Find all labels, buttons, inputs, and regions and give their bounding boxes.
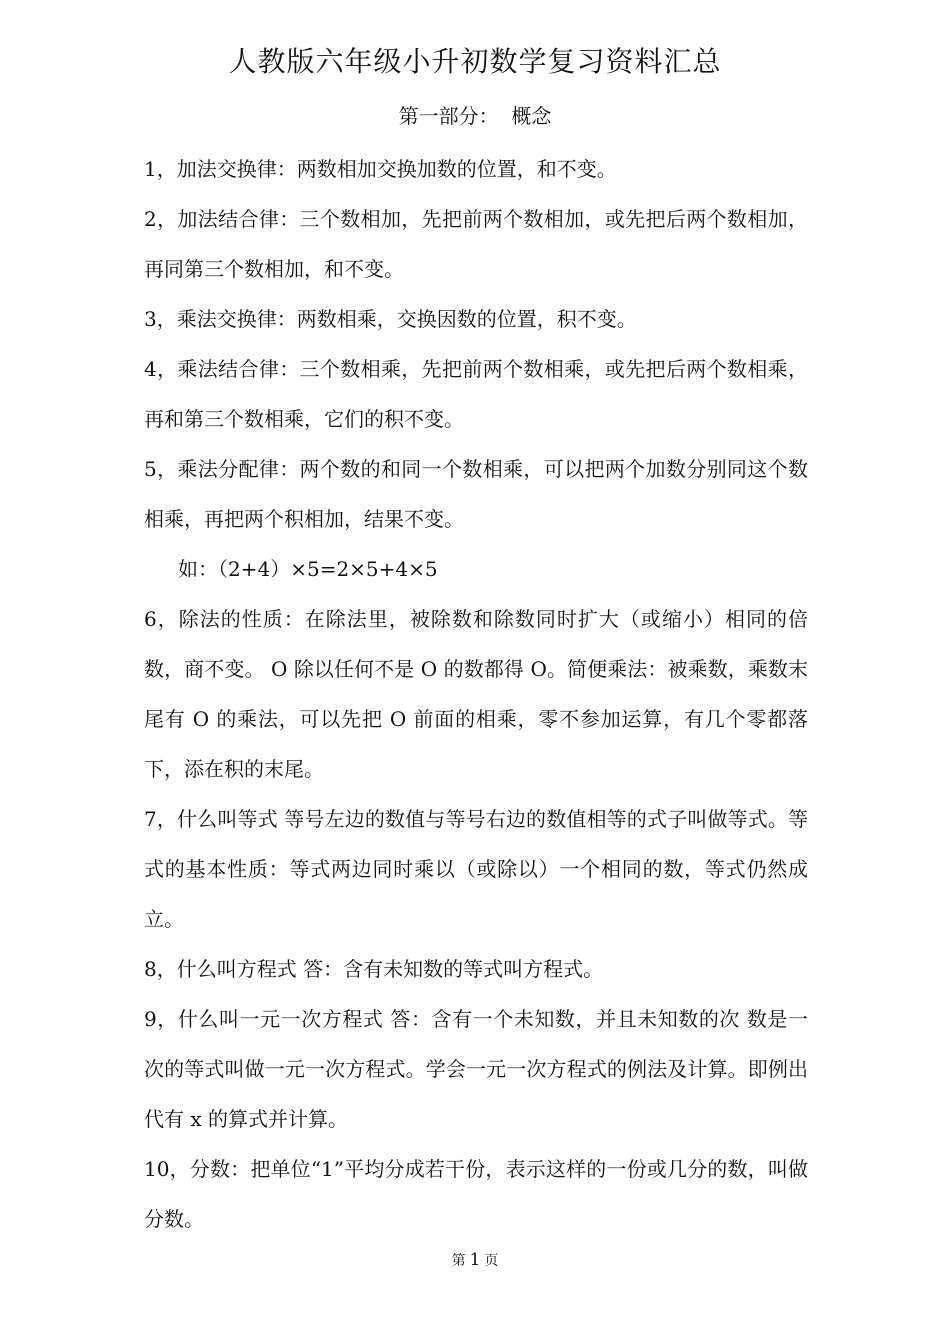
paragraph-4: 4，乘法结合律：三个数相乘，先把前两个数相乘，或先把后两个数相乘，再和第三个数相乘，它们的积不变。 bbox=[144, 357, 808, 431]
footer-prefix: 第 bbox=[451, 1253, 466, 1269]
example-formula: 如：（2+4）×5=2×5+4×5 bbox=[178, 557, 438, 581]
section-heading: 第一部分： 概念 bbox=[398, 104, 552, 128]
paragraph-6: 6，除法的性质：在除法里，被除数和除数同时扩大（或缩小）相同的倍数，商不变。 O 除以任何不是 O 的数都得 O。简便乘法：被乘数，乘数末尾有 O 的乘法，可以先把 O 前面的相乘，零不参加运算，有几个零都落下，添在积的末尾。 bbox=[144, 607, 808, 781]
page-number: 1 bbox=[469, 1250, 481, 1270]
paragraph-8: 8，什么叫方程式 答：含有未知数的等式叫方程式。 bbox=[144, 957, 604, 981]
paragraph-3: 3，乘法交换律：两数相乘，交换因数的位置，积不变。 bbox=[144, 307, 637, 331]
paragraph-5: 5，乘法分配律：两个数的和同一个数相乘，可以把两个加数分别同这个数相乘，再把两个积相加，结果不变。 bbox=[144, 457, 808, 531]
paragraph-7: 7，什么叫等式 等号左边的数值与等号右边的数值相等的式子叫做等式。等式的基本性质：等式两边同时乘以（或除以）一个相同的数，等式仍然成立。 bbox=[144, 807, 808, 931]
document-title: 人教版六年级小升初数学复习资料汇总 bbox=[228, 45, 722, 78]
paragraph-2: 2，加法结合律：三个数相加，先把前两个数相加，或先把后两个数相加，再同第三个数相加，和不变。 bbox=[144, 207, 808, 281]
paragraph-9: 9，什么叫一元一次方程式 答：含有一个未知数，并且未知数的次 数是一次的等式叫做一元一次方程式。学会一元一次方程式的例法及计算。即例出代有 x 的算式并计算。 bbox=[144, 1007, 808, 1131]
paragraph-1: 1，加法交换律：两数相加交换加数的位置，和不变。 bbox=[144, 157, 617, 181]
page-footer bbox=[0, 1250, 950, 1271]
paragraph-10: 10，分数：把单位“1”平均分成若干份，表示这样的一份或几分的数，叫做分数。 bbox=[144, 1157, 808, 1231]
footer-suffix: 页 bbox=[484, 1253, 499, 1269]
document-body bbox=[144, 144, 808, 1244]
